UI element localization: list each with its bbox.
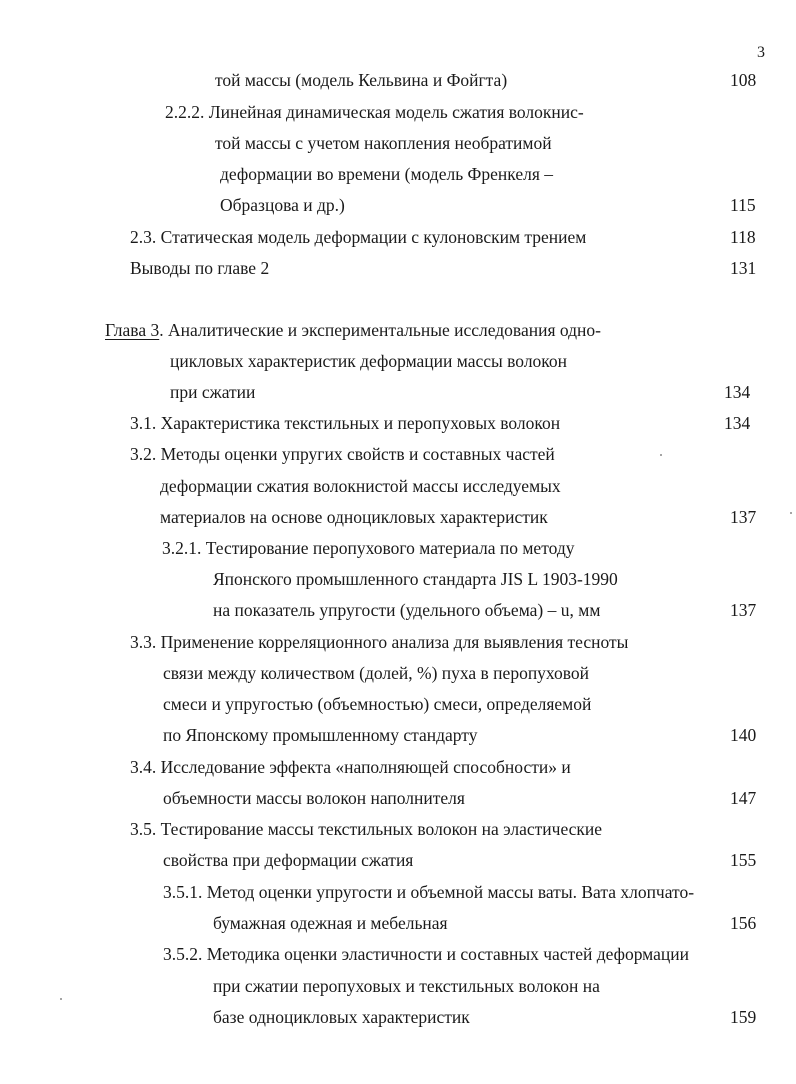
toc-line: свойства при деформации сжатия (163, 850, 414, 870)
toc-page: 134 (724, 413, 751, 433)
toc-line: деформации во времени (модель Френкеля – (220, 164, 554, 184)
toc-page: 155 (730, 850, 757, 870)
toc-page: 115 (730, 195, 756, 215)
toc-line: при сжатии перопуховых и текстильных волокон на (213, 976, 600, 996)
toc-line: на показатель упругости (удельного объема) – u, мм (213, 600, 601, 620)
chapter-title: . Аналитические и экспериментальные исследования одно- (159, 320, 601, 340)
toc-line: бумажная одежная и мебельная (213, 913, 448, 933)
toc-page: 137 (730, 507, 757, 527)
chapter-label: Глава 3 (105, 320, 160, 340)
toc-line: 2.2.2. Линейная динамическая модель сжатия волокнис- (165, 102, 584, 122)
toc-line: связи между количеством (долей, %) пуха в перопуховой (163, 663, 590, 683)
toc-line: 2.3. Статическая модель деформации с кулоновским трением (130, 227, 587, 247)
toc-line: при сжатии (170, 382, 256, 402)
toc-line: 3.5.2. Методика оценки эластичности и составных частей деформации (163, 944, 689, 964)
toc-page: 131 (730, 258, 757, 278)
page-number: 3 (757, 44, 765, 61)
toc-line: 3.5. Тестирование массы текстильных волокон на эластические (130, 819, 603, 839)
toc-line: 3.3. Применение корреляционного анализа для выявления тесноты (130, 632, 629, 652)
toc-page: 147 (730, 788, 757, 808)
chapter-heading (105, 319, 601, 341)
toc-line: базе одноцикловых характеристик (213, 1007, 470, 1027)
scan-speck (790, 512, 792, 514)
toc-page: 140 (730, 725, 757, 745)
toc-line: 3.5.1. Метод оценки упругости и объемной массы ваты. Вата хлопчато- (163, 882, 695, 902)
toc-line: той массы с учетом накопления необратимой (215, 133, 552, 153)
toc-page: 156 (730, 913, 757, 933)
toc-page: 118 (730, 227, 756, 247)
toc-line: материалов на основе одноцикловых характеристик (160, 507, 548, 527)
scan-speck (660, 454, 662, 456)
toc-line: смеси и упругостью (объемностью) смеси, определяемой (163, 694, 592, 714)
scan-speck (60, 998, 62, 1000)
toc-line: по Японскому промышленному стандарту (163, 725, 478, 745)
toc-line: 3.2. Методы оценки упругих свойств и составных частей (130, 444, 555, 464)
toc-page: 159 (730, 1007, 757, 1027)
toc-page: 137 (730, 600, 757, 620)
toc-line: 3.1. Характеристика текстильных и перопуховых волокон (130, 413, 561, 433)
toc-line: деформации сжатия волокнистой массы исследуемых (160, 476, 561, 496)
toc-line: Образцова и др.) (220, 195, 345, 215)
toc-page: 134 (724, 382, 751, 402)
toc-line: 3.4. Исследование эффекта «наполняющей способности» и (130, 757, 571, 777)
toc-line: объемности массы волокон наполнителя (163, 788, 465, 808)
toc-line: цикловых характеристик деформации массы волокон (170, 351, 568, 371)
toc-line: 3.2.1. Тестирование перопухового материала по методу (162, 538, 575, 558)
toc-line: Японского промышленного стандарта JIS L 1903-1990 (213, 569, 618, 589)
toc-line: той массы (модель Кельвина и Фойгта) (215, 70, 508, 90)
toc-line: Выводы по главе 2 (130, 258, 270, 278)
toc-page: 108 (730, 70, 757, 90)
